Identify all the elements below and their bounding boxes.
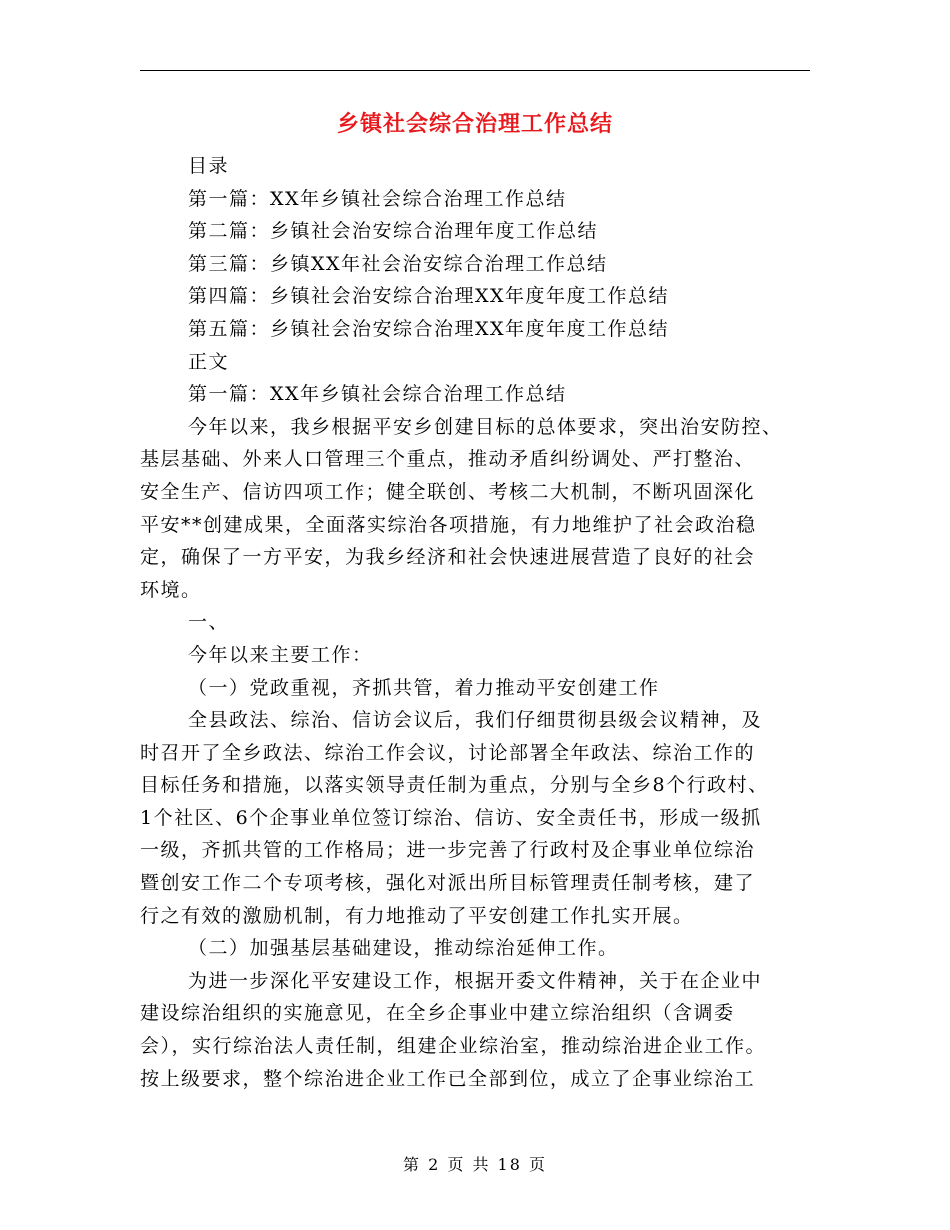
text-line: 基层基础、外来人口管理三个重点，推动矛盾纠纷调处、严打整治、 (140, 448, 756, 471)
text-line: 今年以来主要工作： (188, 643, 373, 666)
text-line: 第三篇：乡镇XX年社会治安综合治理工作总结 (188, 252, 608, 275)
text-line: 1个社区、6个企事业单位签订综治、信访、安全责任书，形成一级抓 (140, 806, 762, 829)
text-line: 第五篇：乡镇社会治安综合治理XX年度年度工作总结 (188, 317, 670, 340)
text-line: 第一篇：XX年乡镇社会综合治理工作总结 (188, 383, 567, 406)
document-body (140, 150, 812, 1095)
text-line: 第四篇：乡镇社会治安综合治理XX年度年度工作总结 (188, 285, 670, 308)
text-line: （一）党政重视，齐抓共管，着力推动平安创建工作 (188, 676, 660, 699)
text-line: 一、 (188, 611, 230, 634)
text-line: 今年以来，我乡根据平安乡创建目标的总体要求，突出治安防控、 (188, 415, 783, 438)
text-line: 安全生产、信访四项工作；健全联创、考核二大机制，不断巩固深化 (140, 480, 756, 503)
page-footer: 第 2 页 共 18 页 (403, 1155, 547, 1174)
text-line: 建设综治组织的实施意见，在全乡企事业中建立综治组织（含调委 (140, 1002, 735, 1025)
text-line: 会），实行综治法人责任制，组建企业综治室，推动综治进企业工作。 (140, 1035, 767, 1058)
text-line: 目录 (188, 155, 230, 177)
text-line: 平安**创建成果，全面落实综治各项措施，有力地维护了社会政治稳 (140, 513, 757, 536)
text-line: 为进一步深化平安建设工作，根据开委文件精神，关于在企业中 (188, 969, 763, 992)
text-line: 定，确保了一方平安，为我乡经济和社会快速进展营造了良好的社会 (140, 546, 756, 569)
text-line: 一级，齐抓共管的工作格局；进一步完善了行政村及企事业单位综治 (140, 839, 756, 862)
text-line: 时召开了全乡政法、综治工作会议，讨论部署全年政法、综治工作的 (140, 741, 756, 764)
text-line: （二）加强基层基础建设，推动综治延伸工作。 (188, 937, 619, 960)
text-line: 目标任务和措施，以落实领导责任制为重点，分别与全乡8个行政村、 (140, 774, 769, 797)
text-line: 全县政法、综治、信访会议后，我们仔细贯彻县级会议精神，及 (188, 709, 763, 732)
text-line: 第二篇：乡镇社会治安综合治理年度工作总结 (188, 220, 599, 243)
text-line: 正文 (188, 350, 230, 373)
text-line: 环境。 (140, 578, 202, 601)
text-line: 行之有效的激励机制，有力地推动了平安创建工作扎实开展。 (140, 904, 694, 927)
text-line: 暨创安工作二个专项考核，强化对派出所目标管理责任制考核，建了 (140, 872, 756, 895)
header-rule (140, 70, 810, 71)
document-title: 乡镇社会综合治理工作总结 (336, 112, 613, 137)
text-line: 第一篇：XX年乡镇社会综合治理工作总结 (188, 187, 567, 210)
text-line: 按上级要求，整个综治进企业工作已全部到位，成立了企事业综治工 (140, 1067, 756, 1090)
